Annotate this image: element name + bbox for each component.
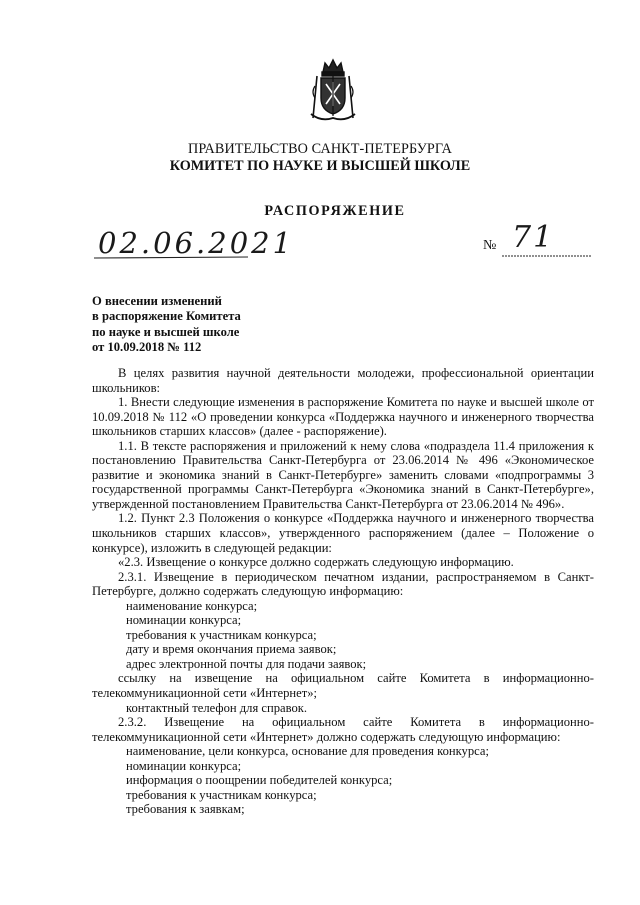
paragraph-item-1-2: 1.2. Пункт 2.3 Положения о конкурсе «Поддержка научного и инженерного творчества школьников старших классов», утвержденного распоряжением (далее – Положение о конкурсе), изложить в следующей редакции: xyxy=(92,511,594,555)
committee-name: КОМИТЕТ ПО НАУКЕ И ВЫСШЕЙ ШКОЛЕ xyxy=(169,158,471,174)
subject-block xyxy=(92,294,241,356)
paragraph-2-3: «2.3. Извещение о конкурсе должно содержать следующую информацию. xyxy=(118,555,514,570)
list-item: наименование конкурса; xyxy=(126,598,258,613)
list-item: требования к участникам конкурса; xyxy=(126,787,317,802)
list-item: ссылку на извещение на официальном сайте Комитета в информационно-телекоммуникационной сети «Интернет»; xyxy=(92,671,594,701)
list-item: требования к участникам конкурса; xyxy=(126,627,317,642)
list-item: номинации конкурса; xyxy=(126,613,242,628)
list-item: наименование, цели конкурса, основание для проведения конкурса; xyxy=(126,744,489,759)
handwritten-date: 02.06.2021 xyxy=(98,226,295,260)
number-label: № xyxy=(483,238,497,253)
subject-line: от 10.09.2018 № 112 xyxy=(92,340,202,355)
list-item: информация о поощрении победителей конкурса; xyxy=(126,773,393,788)
document-type-title: РАСПОРЯЖЕНИЕ xyxy=(264,203,406,219)
list-item: номинации конкурса; xyxy=(126,758,242,773)
paragraph-2-3-1: 2.3.1. Извещение в периодическом печатном издании, распространяемом в Санкт-Петербурге, должно содержать следующую информацию: xyxy=(92,569,594,599)
coat-of-arms-emblem xyxy=(307,58,359,124)
subject-line: О внесении изменений xyxy=(92,294,222,308)
subject-line: по науке и высшей школе xyxy=(92,324,240,339)
paragraph-item-1-1: 1.1. В тексте распоряжения и приложений к нему слова «подраздела 11.4 приложения к постановлению Правительства Санкт-Петербурга от 23.06.2014 № 496 «Экономическое развитие и экономика знаний в Санкт-Петербурге» заменить словами «подпрограммы 3 государственной программы Санкт-Петербурга «Экономика знаний в Санкт-Петербурге», утвержденной постановлением Правительства Санкт-Петербурга от 23.06.2014 № 496». xyxy=(92,438,594,511)
list-item: адрес электронной почты для подачи заявок; xyxy=(126,656,367,671)
list-item: дату и время окончания приема заявок; xyxy=(126,642,337,657)
paragraph-item-1: 1. Внести следующие изменения в распоряжение Комитета по науке и высшей школе от 10.09.2018 № 112 «О проведении конкурса «Поддержка научного и инженерного творчества школьников старших классов» (далее - распоряжение). xyxy=(92,395,594,439)
handwritten-number: 71 xyxy=(512,220,555,255)
paragraph-preamble: В целях развития научной деятельности молодежи, профессиональной ориентации школьников: xyxy=(92,366,594,395)
list-item: контактный телефон для справок. xyxy=(126,700,308,715)
list-item: требования к заявкам; xyxy=(126,802,245,817)
subject-line: в распоряжение Комитета xyxy=(92,309,241,324)
government-name: ПРАВИТЕЛЬСТВО САНКТ-ПЕТЕРБУРГА xyxy=(188,141,452,157)
paragraph-2-3-2: 2.3.2. Извещение на официальном сайте Комитета в информационно-телекоммуникационной сети «Интернет» должно содержать следующую информацию: xyxy=(92,715,594,744)
document-body xyxy=(92,366,594,817)
